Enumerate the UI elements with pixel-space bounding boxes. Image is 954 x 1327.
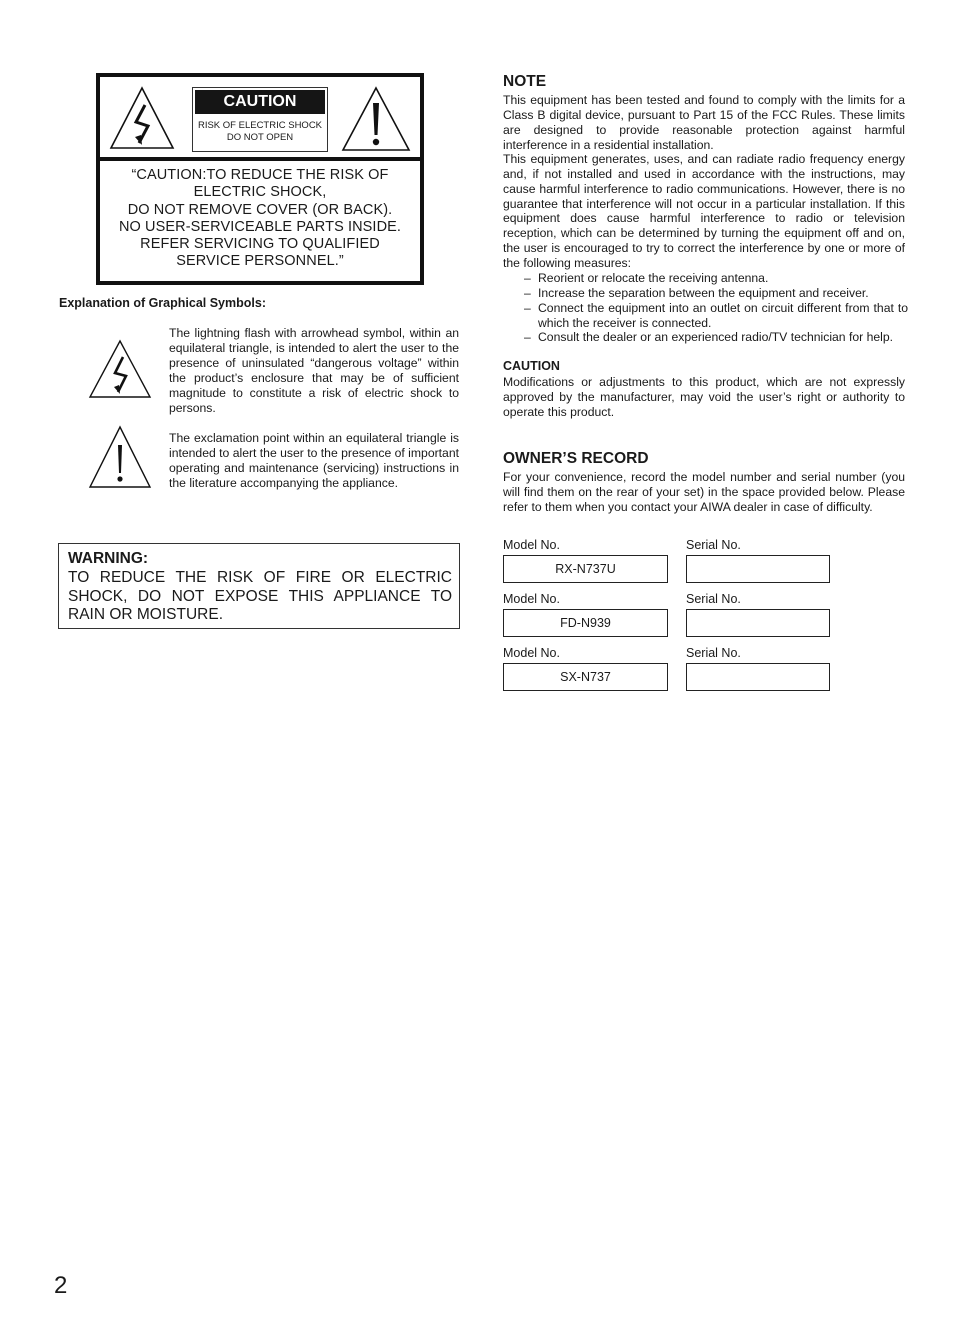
exclamation-triangle-icon bbox=[88, 425, 152, 489]
caution-text: Modifications or adjustments to this product, which are not expressly approved by the manufacturer, may void the user’s right or authority to operate this product. bbox=[503, 375, 905, 419]
serial-number-field[interactable] bbox=[686, 555, 830, 583]
owners-record-heading: OWNER’S RECORD bbox=[503, 450, 649, 467]
model-number-field: RX-N737U bbox=[503, 555, 668, 583]
caution-badge-line1: RISK OF ELECTRIC SHOCK bbox=[197, 120, 323, 131]
caution-line: “CAUTION:TO REDUCE THE RISK OF bbox=[131, 167, 389, 183]
model-label: Model No. bbox=[503, 592, 560, 606]
exclamation-triangle-icon bbox=[340, 85, 412, 153]
caution-statement bbox=[100, 167, 420, 271]
serial-number-field[interactable] bbox=[686, 663, 830, 691]
warning-title: WARNING: bbox=[68, 550, 149, 567]
note-paragraph-2: This equipment generates, uses, and can radiate radio frequency energy and, if not installed and used in accordance with the instructions, may cause harmful interference to radio communications. However, there is no guarantee that interference will not occur in a particular installation. If this equipment does cause harmful interference to radio or television reception, which can be determined by turning the equipment off and on, the user is encouraged to try to correct the interference by one or more of the following measures: bbox=[503, 152, 905, 270]
caution-line: ELECTRIC SHOCK, bbox=[193, 184, 327, 201]
measure-item bbox=[524, 301, 908, 331]
measure-text: Reorient or relocate the receiving antenna. bbox=[538, 271, 769, 285]
warning-text: TO REDUCE THE RISK OF FIRE OR ELECTRIC SHOCK, DO NOT EXPOSE THIS APPLIANCE TO RAIN OR MOISTURE. bbox=[68, 569, 452, 623]
measure-item bbox=[524, 271, 906, 286]
model-label: Model No. bbox=[503, 646, 560, 660]
dash-bullet: – bbox=[524, 330, 531, 344]
caution-line: NO USER-SERVICEABLE PARTS INSIDE. bbox=[118, 218, 402, 235]
caution-badge bbox=[192, 87, 328, 152]
serial-label: Serial No. bbox=[686, 592, 741, 606]
measure-text: Increase the separation between the equipment and receiver. bbox=[538, 286, 869, 300]
lightning-symbol-description: The lightning flash with arrowhead symbol, within an equilateral triangle, is intended to alert the user to the presence of uninsulated “dangerous voltage” within the product’s enclosure that may be of sufficient magnitude to constitute a risk of electric shock to persons. bbox=[169, 326, 459, 415]
model-number-field: FD-N939 bbox=[503, 609, 668, 637]
serial-label: Serial No. bbox=[686, 538, 741, 552]
caution-line: DO NOT REMOVE COVER (OR BACK). bbox=[127, 201, 393, 218]
page-number: 2 bbox=[54, 1272, 68, 1299]
dash-bullet: – bbox=[524, 301, 531, 315]
note-paragraph-1: This equipment has been tested and found to comply with the limits for a Class B digital device, pursuant to Part 15 of the FCC Rules. These limits are designed to provide reasonable protection against harmful interference in a residential installation. bbox=[503, 93, 905, 152]
caution-box bbox=[96, 73, 424, 285]
model-label: Model No. bbox=[503, 538, 560, 552]
warning-box bbox=[58, 543, 460, 629]
caution-header bbox=[100, 77, 420, 161]
dash-bullet: – bbox=[524, 286, 531, 300]
lightning-triangle-icon bbox=[88, 339, 152, 399]
caution-heading: CAUTION bbox=[503, 359, 560, 373]
owners-record-text: For your convenience, record the model number and serial number (you will find them on the rear of your set) in the space provided below. Please refer to them when you contact your AIWA dealer in case of difficulty. bbox=[503, 470, 905, 514]
serial-label: Serial No. bbox=[686, 646, 741, 660]
lightning-triangle-icon bbox=[108, 85, 176, 151]
serial-number-field[interactable] bbox=[686, 609, 830, 637]
caution-line: SERVICE PERSONNEL.” bbox=[176, 253, 344, 270]
dash-bullet: – bbox=[524, 271, 531, 285]
measure-text: Consult the dealer or an experienced radio/TV technician for help. bbox=[538, 330, 894, 344]
note-heading: NOTE bbox=[503, 73, 547, 90]
explanation-heading: Explanation of Graphical Symbols: bbox=[59, 296, 266, 310]
model-number-field: SX-N737 bbox=[503, 663, 668, 691]
measure-item bbox=[524, 330, 908, 345]
measure-text: Connect the equipment into an outlet on circuit different from that to which the receiver is connected. bbox=[538, 301, 908, 330]
caution-badge-line2: DO NOT OPEN bbox=[226, 132, 294, 143]
exclamation-symbol-description: The exclamation point within an equilateral triangle is intended to alert the user to the presence of important operating and maintenance (servicing) instructions in the literature accompanying the appliance. bbox=[169, 431, 459, 490]
measure-item bbox=[524, 286, 906, 301]
caution-badge-title: CAUTION bbox=[195, 90, 325, 114]
caution-line: REFER SERVICING TO QUALIFIED bbox=[140, 236, 380, 253]
